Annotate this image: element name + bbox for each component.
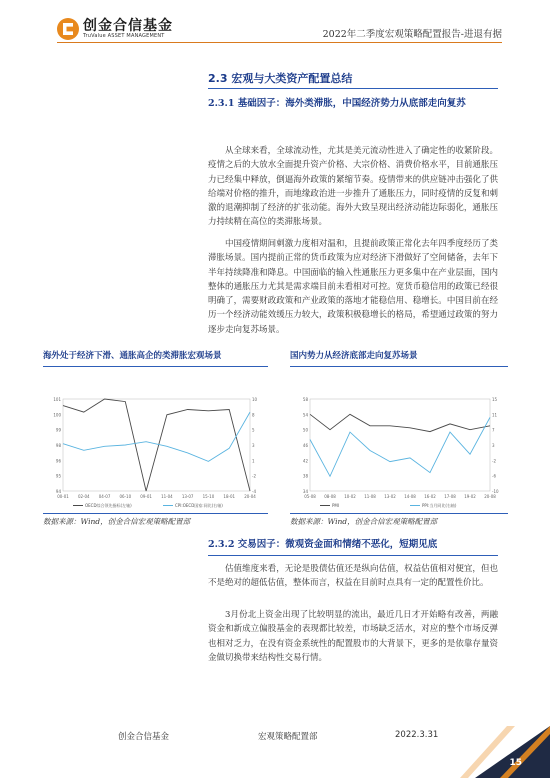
left-chart-source: 数据来源：Wind，创金合信宏观策略配置部	[43, 517, 191, 526]
y-tick-right: -4	[252, 489, 256, 494]
plot-area	[63, 399, 250, 491]
y-tick-right: 11	[492, 412, 498, 418]
y-tick-left: 34	[302, 489, 308, 494]
y-tick-right: 15	[492, 397, 498, 402]
left-chart	[43, 385, 268, 513]
paragraph-4: 3月份北上资金出现了比较明显的流出，最近几日才开始略有改善，两融资金和新成立偏股基金的表现都比较差，市场缺乏活水，对应的整个市场反弹也相对乏力，在没有资金系统性的配置股市的大背景下，更多的是依靠存量资金做切换带来结构性交易行情。	[208, 610, 498, 663]
y-tick-left: 94	[55, 489, 61, 494]
right-chart-title-rule	[290, 366, 508, 367]
y-tick-left: 42	[302, 458, 308, 464]
paragraph-1: 从全球来看，全球流动性，尤其是美元流动性进入了确定性的收紧阶段。疫情之后的大放水全面提升资产价格、大宗价格、消费价格水平，目前通胀压力已经集中释放，倒逼海外政策的紧缩节奏。疫情带来的供应链冲击强化了供给端对价格的推升，而地缘政治进一步推升了通胀压力，同时疫情的反复和刺激的退潮抑制了经济的扩张动能。海外大致呈现出经济动能边际弱化，通胀压力持续精在高位的类滞胀场景。	[208, 146, 498, 228]
x-tick-label: 20-04	[244, 494, 256, 499]
series-line-0	[310, 414, 490, 431]
legend-label: PPI:当月同比(右轴)	[422, 503, 457, 508]
y-tick-left: 101	[53, 397, 61, 402]
y-tick-right: 10	[252, 397, 258, 402]
left-chart-title: 海外处于经济下滑、通胀高企的类滞胀宏观场景	[43, 351, 222, 361]
paragraph-2: 中国疫情期间刺激力度相对温和，且提前政策正常化去年四季度经历了类滞胀场景。国内提前正常的货币政策为应对经济下滑做好了空间储备，去年下半年持续降准和降息。中国面临的输入性通胀压力更多集中在产业层面，国内整体的通胀压力尤其是需求端目前未看相对可控。宽货币稳信用的政策已经很明确了，需要财政政策和产业政策的落地才能稳信用、稳增长。中国目前在经历一个经济动能效缓压力较大，政策积极稳增长的格局，希望通过政策的努力逐步走向复苏场景。	[208, 239, 498, 335]
y-tick-left: 96	[55, 458, 61, 464]
logo-text-en: TruValue ASSET MANAGEMENT	[83, 32, 165, 39]
x-tick-label: 05-08	[304, 494, 316, 499]
x-tick-label: 14-08	[404, 494, 416, 499]
y-tick-left: 98	[55, 443, 61, 448]
page-number: 15	[509, 758, 522, 768]
x-tick-label: 13-07	[181, 494, 194, 499]
x-tick-label: 11-04	[161, 494, 173, 499]
company-logo	[57, 18, 173, 40]
y-tick-right: -2	[492, 458, 496, 464]
y-tick-right: -10	[492, 489, 499, 494]
right-chart-bottom-rule	[290, 513, 508, 514]
x-tick-label: 11-08	[364, 494, 376, 499]
x-tick-label: 19-02	[464, 494, 476, 499]
right-chart-source: 数据来源：Wind，创金合信宏观策略配置部	[290, 517, 438, 526]
corner-decoration	[430, 726, 550, 778]
y-tick-left: 95	[55, 473, 61, 479]
report-title: 2022年二季度宏观策略配置报告-进退有据	[322, 29, 502, 40]
legend-label: PMI	[332, 503, 340, 508]
y-tick-left: 46	[302, 443, 308, 448]
x-tick-label: 15-10	[202, 494, 215, 499]
y-tick-left: 54	[302, 412, 308, 418]
y-tick-right: 7	[492, 427, 495, 433]
subsection-title-2: 2.3.2 交易因子：微观资金面和情绪不恶化，短期见底	[208, 539, 438, 550]
plot-area	[310, 399, 490, 491]
x-tick-label: 00-01	[57, 494, 69, 499]
x-tick-label: 20-08	[484, 494, 496, 499]
subsection-title-1: 2.3.1 基础因子：海外类滞胀，中国经济势力从底部走向复苏	[208, 98, 466, 109]
y-tick-left: 58	[302, 397, 308, 402]
x-tick-label: 06-10	[119, 494, 132, 499]
y-tick-right: 3	[492, 443, 495, 448]
x-tick-label: 13-02	[384, 494, 396, 499]
y-tick-left: 99	[55, 427, 61, 433]
x-tick-label: 16-02	[424, 494, 436, 499]
right-chart	[290, 385, 508, 513]
y-tick-right: 5	[252, 427, 255, 433]
legend-label: OECD综合领先指标(左轴)	[85, 503, 132, 508]
left-chart-bottom-rule	[43, 513, 268, 514]
y-tick-right: -6	[492, 473, 496, 479]
footer-date: 2022.3.31	[395, 730, 439, 740]
y-tick-left: 50	[302, 427, 308, 433]
logo-text-cn: 创金合信基金	[83, 17, 173, 34]
x-tick-label: 02-04	[77, 494, 90, 499]
y-tick-right: 1	[252, 458, 255, 464]
paragraph-3: 估值维度来看，无论是股债估值还是纵向估值，权益估值相对便宜，但也不是绝对的超低估值，整体而言，权益在目前时点具有一定的配置性价比。	[208, 564, 498, 589]
x-tick-label: 04-07	[98, 494, 111, 499]
y-tick-right: 3	[252, 443, 255, 448]
x-tick-label: 10-02	[344, 494, 356, 499]
left-chart-title-rule	[43, 366, 268, 367]
x-tick-label: 09-01	[140, 494, 152, 499]
subsection-divider	[208, 555, 498, 556]
y-tick-left: 100	[53, 412, 61, 418]
legend-label: CPI:OECD国家:同比(右轴)	[175, 503, 223, 508]
x-tick-label: 08-08	[324, 494, 336, 499]
section-divider	[208, 88, 498, 89]
section-title: 2.3 宏观与大类资产配置总结	[208, 72, 353, 85]
logo-icon	[57, 18, 79, 40]
series-line-0	[63, 399, 250, 491]
footer-company: 创金合信基金	[118, 732, 170, 742]
y-tick-left: 38	[302, 473, 308, 479]
y-tick-right: -2	[252, 473, 256, 479]
series-line-1	[310, 417, 490, 476]
header-divider	[57, 42, 502, 43]
footer-dept: 宏观策略配置部	[258, 732, 318, 742]
x-tick-label: 17-08	[444, 494, 456, 499]
x-tick-label: 18-01	[223, 494, 236, 499]
right-chart-title: 国内势力从经济底部走向复苏场景	[290, 351, 418, 361]
y-tick-right: 8	[252, 412, 255, 418]
